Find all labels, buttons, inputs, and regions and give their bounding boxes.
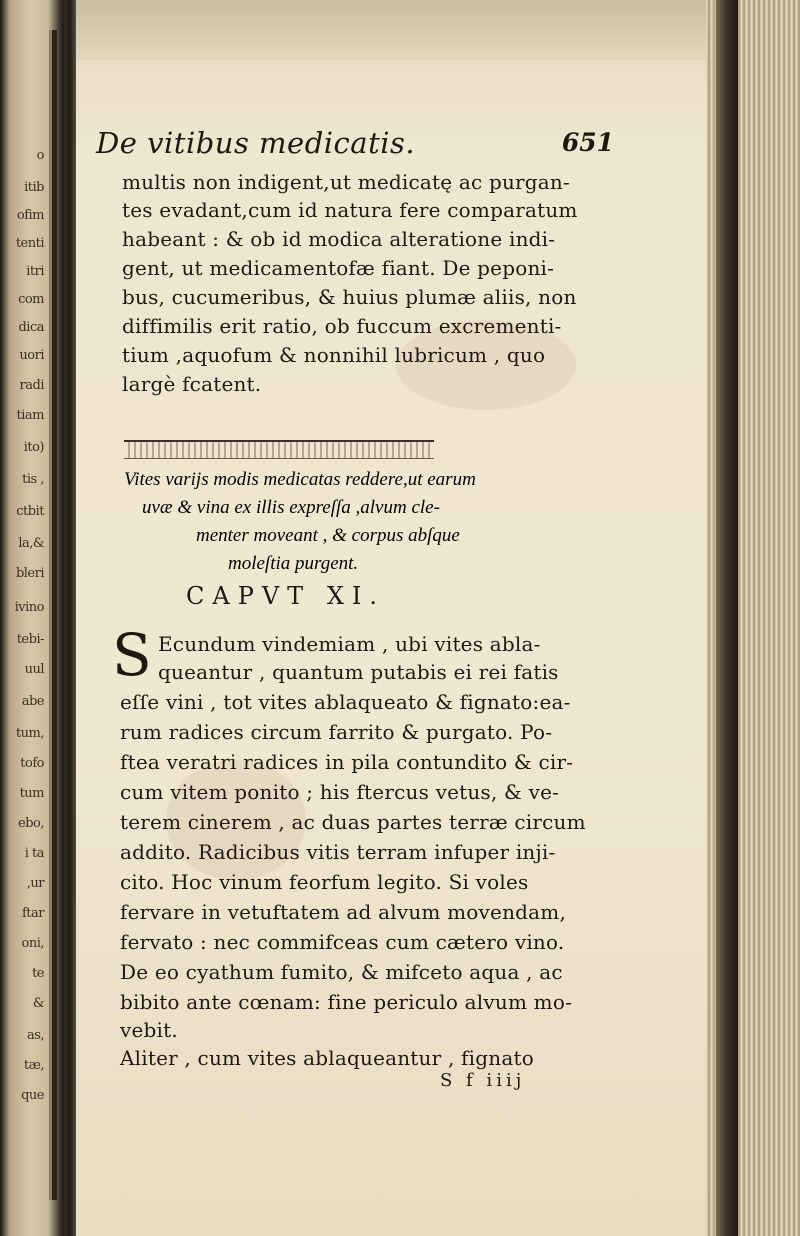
margin-fragment: radi: [19, 378, 44, 393]
signature-mark: S f iiij: [440, 1070, 526, 1091]
margin-fragment: ,ur: [26, 876, 44, 891]
text-line: terem cinerem , ac duas partes terræ circum: [120, 810, 586, 834]
margin-fragment: com: [18, 292, 44, 307]
page-number: 651: [561, 128, 614, 157]
margin-fragment: tebi-: [16, 632, 44, 647]
margin-fragment: i ta: [24, 846, 44, 861]
margin-fragment: dica: [18, 320, 44, 335]
text-line: rum radices circum farrito & purgato. Po-: [120, 720, 553, 744]
text-line: bibito ante cœnam: fine periculo alvum mo-: [120, 990, 573, 1014]
summary-line: Vites varijs modis medicatas reddere,ut earum: [124, 469, 476, 490]
margin-fragment: itib: [24, 180, 44, 195]
margin-fragment: tum: [19, 786, 44, 801]
margin-fragment: itri: [26, 264, 44, 279]
binding-shadow: [716, 0, 738, 1236]
margin-fragment: tis ,: [22, 472, 44, 487]
text-line: De eo cyathum fumito, & mifceto aqua , ac: [120, 960, 563, 984]
text-line: multis non indigent,ut medicatę ac purgan-: [122, 170, 570, 194]
margin-fragment: &: [32, 996, 44, 1011]
text-line: addito. Radicibus vitis terram infuper inji-: [120, 840, 556, 864]
text-line: cum vitem ponito ; his ftercus vetus, & ve-: [120, 780, 560, 804]
margin-fragment: la,&: [18, 536, 44, 551]
margin-fragment: ito): [23, 440, 44, 455]
running-header: [96, 126, 616, 166]
margin-fragment: tenti: [15, 236, 44, 251]
drop-capital: S: [112, 621, 152, 689]
summary-line: uvæ & vina ex illis expreſſa ,alvum cle-: [142, 497, 440, 518]
page-edges: [706, 0, 800, 1236]
margin-fragment: ebo,: [18, 816, 44, 831]
text-line: ftea veratri radices in pila contundito & cir-: [120, 750, 574, 774]
text-line: Aliter , cum vites ablaqueantur , fignato: [120, 1046, 534, 1070]
text-line: Ecundum vindemiam , ubi vites abla-: [158, 632, 541, 656]
ornament-rule: [124, 440, 434, 459]
margin-fragment: ofim: [16, 208, 44, 223]
margin-fragment: tiam: [16, 408, 44, 423]
text-line: largè fcatent.: [122, 372, 262, 396]
margin-fragment: tofo: [20, 756, 44, 771]
margin-fragment: bleri: [15, 566, 44, 581]
margin-fragment: as,: [26, 1028, 44, 1043]
gutter-rule: [52, 30, 57, 1200]
text-line: cito. Hoc vinum feorfum legito. Si voles: [120, 870, 529, 894]
text-line: eſſe vini , tot vites ablaqueato & fignato:ea-: [120, 690, 571, 714]
text-line: diffimilis erit ratio, ob fuccum excrementi-: [122, 314, 562, 338]
chapter-heading: CAPVT XI.: [186, 582, 386, 610]
left-page-edge: [0, 0, 64, 1236]
margin-fragment: ctbit: [16, 504, 44, 519]
margin-fragment: abe: [21, 694, 44, 709]
margin-fragment: ftar: [21, 906, 44, 921]
margin-fragment: tum,: [15, 726, 44, 741]
text-line: vebit.: [120, 1018, 178, 1042]
margin-fragment: uul: [24, 662, 44, 677]
running-head-title: De vitibus medicatis.: [96, 126, 416, 160]
page-top-shadow: [76, 0, 706, 60]
text-line: tium ,aquofum & nonnihil lubricum , quo: [122, 343, 546, 367]
margin-fragment: o: [36, 148, 44, 163]
margin-fragment: uori: [19, 348, 44, 363]
margin-fragment: que: [21, 1088, 44, 1103]
text-line: tes evadant,cum id natura fere comparatum: [122, 198, 578, 222]
text-line: queantur , quantum putabis ei rei fatis: [158, 660, 559, 684]
text-line: fervare in vetuftatem ad alvum movendam,: [120, 900, 566, 924]
summary-line: moleſtia purgent.: [228, 553, 359, 574]
margin-fragment: tæ,: [23, 1058, 44, 1073]
margin-fragment: te: [32, 966, 44, 981]
text-line: gent, ut medicamentofæ fiant. De peponi-: [122, 256, 555, 280]
margin-fragment: ivino: [14, 600, 44, 615]
text-line: habeant : & ob id modica alteratione indi-: [122, 227, 556, 251]
margin-fragment: oni,: [21, 936, 44, 951]
text-line: fervato : nec commifceas cum cætero vino.: [120, 930, 565, 954]
text-line: bus, cucumeribus, & huius plumæ aliis, non: [122, 285, 577, 309]
summary-line: menter moveant , & corpus abſque: [196, 525, 460, 546]
